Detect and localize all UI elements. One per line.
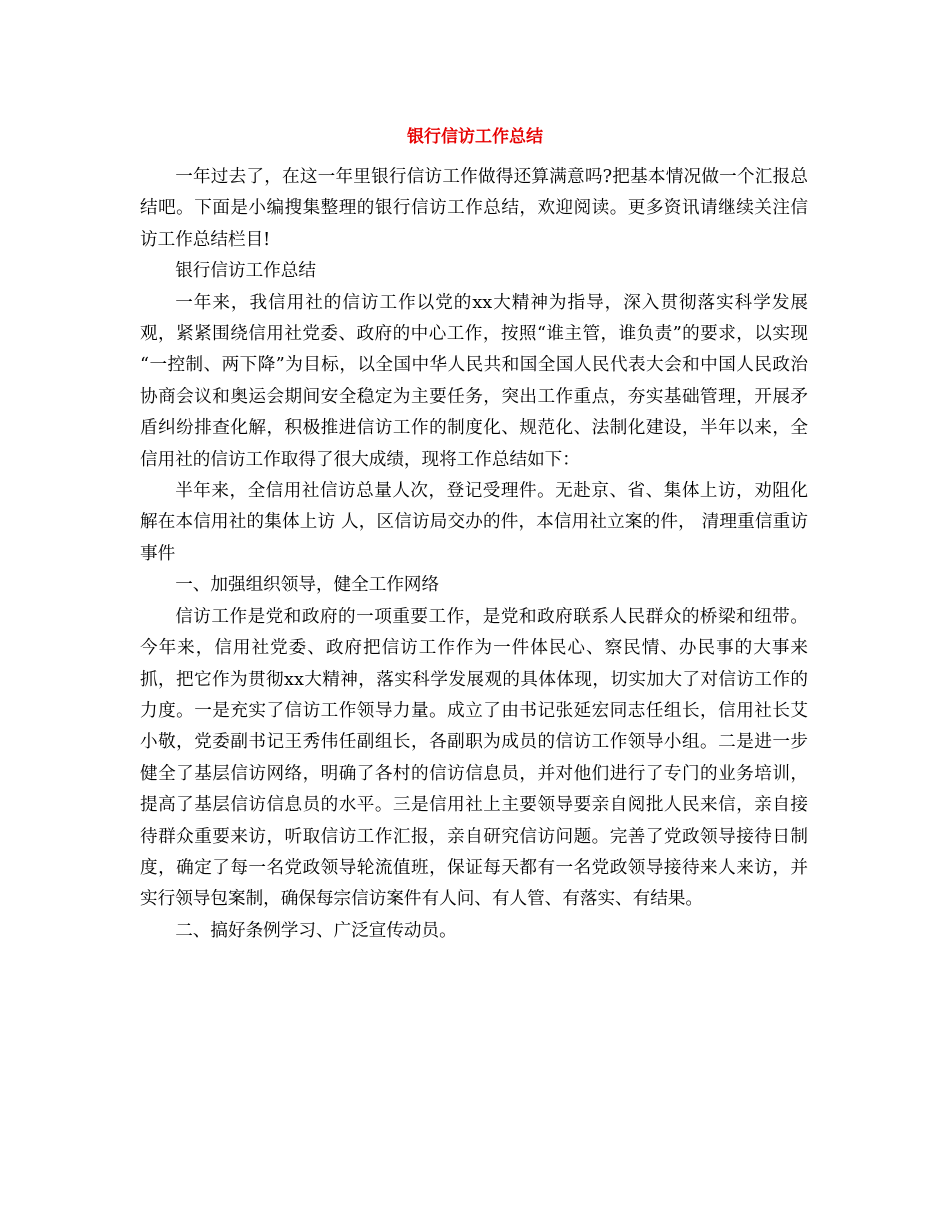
intro-paragraph: 一年过去了，在这一年里银行信访工作做得还算满意吗?把基本情况做一个汇报总结吧。下面是小编搜集整理的银行信访工作总结，欢迎阅读。更多资讯请继续关注信访工作总结栏目!	[140, 167, 808, 250]
section-heading-2: 二、搞好条例学习、广泛宣传动员。	[175, 920, 457, 941]
section-heading-1: 一、加强组织领导，健全工作网络	[175, 575, 440, 596]
statistics-paragraph: 半年来，全信用社信访总量人次，登记受理件。无赴京、省、集体上访，劝阻化解在本信用社的集体上访 人，区信访局交办的件，本信用社立案的件， 清理重信重访事件	[140, 481, 808, 564]
section-subtitle: 银行信访工作总结	[175, 261, 316, 282]
document-title: 银行信访工作总结	[407, 127, 543, 147]
organization-paragraph: 信访工作是党和政府的一项重要工作，是党和政府联系人民群众的桥梁和纽带。今年来，信用社党委、政府把信访工作作为一件体民心、察民情、办民事的大事来抓，把它作为贯彻xx大精神，落实科学发展观的具体体现，切实加大了对信访工作的力度。一是充实了信访工作领导力量。成立了由书记张延宏同志任组长，信用社长艾小敬，党委副书记王秀伟任副组长，各副职为成员的信访工作领导小组。二是进一步健全了基层信访网络，明确了各村的信访信息员，并对他们进行了专门的业务培训，提高了基层信访信息员的水平。三是信用社上主要领导要亲自阅批人民来信，亲自接待群众重要来访，听取信访工作汇报，亲自研究信访问题。完善了党政领导接待日制度，确定了每一名党政领导轮流值班，保证每天都有一名党政领导接待来人来访，并实行领导包案制，确保每宗信访案件有人问、有人管、有落实、有结果。	[140, 606, 808, 910]
document-body	[140, 162, 808, 947]
overview-paragraph: 一年来，我信用社的信访工作以党的xx大精神为指导，深入贯彻落实科学发展观，紧紧围绕信用社党委、政府的中心工作，按照“谁主管，谁负责”的要求，以实现 “一控制、两下降”为目标，以全国中华人民共和国全国人民代表大会和中国人民政治协商会议和奥运会期间安全稳定为主要任务，突出工作重点，夯实基础管理，开展矛盾纠纷排查化解，积极推进信访工作的制度化、规范化、法制化建设，半年以来，全信用社的信访工作取得了很大成绩，现将工作总结如下：	[140, 292, 808, 470]
